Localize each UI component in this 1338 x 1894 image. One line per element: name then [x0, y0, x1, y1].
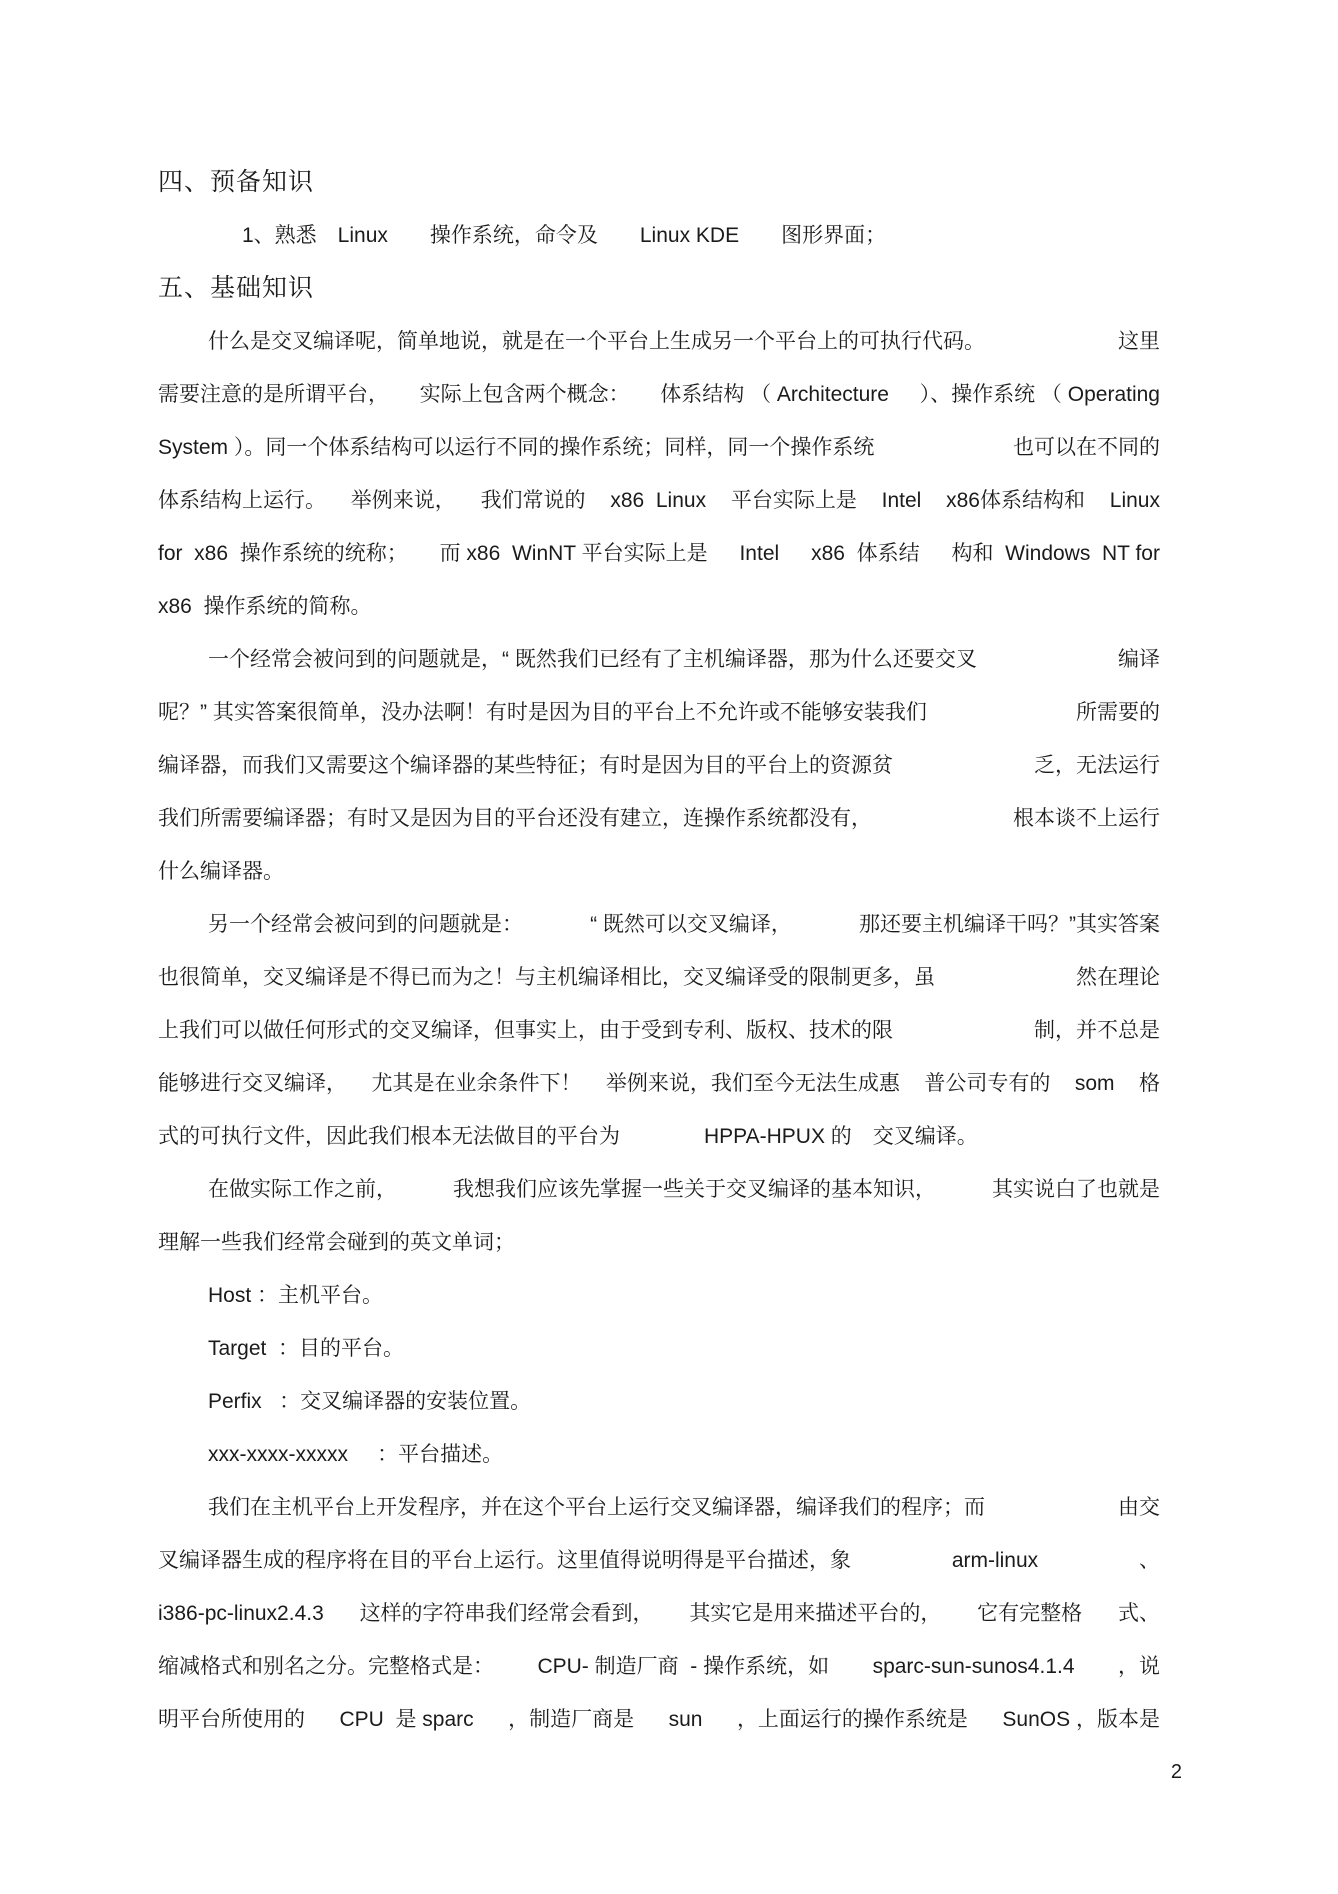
paragraph-line [158, 1216, 1160, 1269]
paragraph-line [158, 1322, 1160, 1375]
paragraph-line [158, 633, 1160, 686]
text-segment: 呢？” 其实答案很简单，没办法啊！有时是因为目的平台上不允许或不能够安装我们 [158, 701, 927, 724]
text-segment: Host ：主机平台。 [208, 1284, 384, 1307]
text-segment: 由交 [1118, 1496, 1160, 1519]
text-segment: 什么编译器。 [158, 860, 284, 883]
heading [158, 262, 1160, 315]
text-segment: 能够进行交叉编译， [158, 1072, 347, 1095]
paragraph-line [158, 527, 1160, 580]
text-segment: 也很简单，交叉编译是不得已而为之！与主机编译相比，交叉编译受的限制更多，虽 [158, 966, 935, 989]
text-segment: 理解一些我们经常会碰到的英文单词； [158, 1231, 515, 1254]
text-segment: 平台实际上是 [730, 489, 857, 512]
paragraph-line [158, 315, 1160, 368]
text-segment: 也可以在不同的 [1013, 436, 1160, 459]
text-segment: sun [668, 1708, 703, 1731]
paragraph-line [158, 1110, 1160, 1163]
text-segment: 一个经常会被问到的问题就是，“ 既然我们已经有了主机编译器，那为什么还要交叉 [208, 648, 977, 671]
paragraph-line [158, 368, 1160, 421]
text-segment: Perfix ：交叉编译器的安装位置。 [208, 1390, 532, 1413]
text-segment: 构和 Windows NT for [951, 542, 1160, 565]
paragraph-line [158, 1004, 1160, 1057]
text-segment: 上我们可以做任何形式的交叉编译，但事实上，由于受到专利、版权、技术的限 [158, 1019, 893, 1042]
paragraph-line [158, 1163, 1160, 1216]
text-segment: 式的可执行文件，因此我们根本无法做目的平台为 HPPA-HPUX 的 交叉编译。 [158, 1125, 978, 1148]
text-segment: for x86 操作系统的统称； [158, 542, 408, 565]
page-number: 2 [1170, 1761, 1182, 1783]
text-segment: 在做实际工作之前， [208, 1178, 397, 1201]
text-segment: 其实它是用来描述平台的， [689, 1602, 942, 1625]
text-segment: x86体系结构和 [946, 489, 1085, 512]
text-segment: som [1074, 1072, 1115, 1095]
paragraph-line [158, 792, 1160, 845]
text-segment: “ 既然可以交叉编译， [590, 913, 792, 936]
text-segment: 这样的字符串我们经常会看到， [359, 1602, 654, 1625]
paragraph-line [158, 686, 1160, 739]
text-segment: x86 体系结 [811, 542, 920, 565]
text-segment: 所需要的 [1076, 701, 1160, 724]
text-segment: ，制造厂商是 [508, 1708, 635, 1731]
text-segment: 我们在主机平台上开发程序，并在这个平台上运行交叉编译器，编译我们的程序；而 [208, 1496, 985, 1519]
text-segment: 其实说白了也就是 [992, 1178, 1160, 1201]
text-segment: 叉编译器生成的程序将在目的平台上运行。这里值得说明得是平台描述，象 [158, 1549, 851, 1572]
text-segment: 举例来说，我们至今无法生成惠 [605, 1072, 900, 1095]
text-segment: 体系结构 （ Architecture [660, 383, 889, 406]
text-segment: 尤其是在业余条件下！ [371, 1072, 582, 1095]
text-segment: 根本谈不上运行 [1013, 807, 1160, 830]
text-segment: 实际上包含两个概念： [419, 383, 630, 406]
paragraph-line [158, 1587, 1160, 1640]
paragraph-line [158, 845, 1160, 898]
text-segment: ，说 [1117, 1655, 1160, 1678]
paragraph-line [158, 474, 1160, 527]
paragraph-line [158, 1269, 1160, 1322]
text-segment: 、 [1138, 1549, 1160, 1572]
text-segment: Intel [881, 489, 922, 512]
paragraph-line [158, 1375, 1160, 1428]
text-segment: 另一个经常会被问到的问题就是： [208, 913, 523, 936]
text-segment: ，上面运行的操作系统是 [736, 1708, 968, 1731]
text-segment: 五、基础知识 [158, 274, 315, 302]
text-segment: 格 [1138, 1072, 1160, 1095]
text-segment: 普公司专有的 [924, 1072, 1051, 1095]
text-segment: sparc-sun-sunos4.1.4 [872, 1655, 1075, 1678]
text-segment: Linux [1109, 489, 1160, 512]
text-segment: 四、预备知识 [158, 168, 315, 196]
text-segment: 我们常说的 [480, 489, 586, 512]
page-number-line [180, 1746, 1182, 1799]
paragraph-line [158, 898, 1160, 951]
text-segment: CPU- 制造厂商 - 操作系统，如 [537, 1655, 830, 1678]
paragraph-line [158, 951, 1160, 1004]
text-segment: CPU 是 sparc [339, 1708, 474, 1731]
text-segment: 乏，无法运行 [1034, 754, 1160, 777]
heading [158, 156, 1160, 209]
text-segment: 举例来说， [350, 489, 456, 512]
paragraph-line [158, 739, 1160, 792]
text-segment: xxx-xxxx-xxxxx ：平台描述。 [208, 1443, 504, 1466]
paragraph-line [158, 1057, 1160, 1110]
text-segment: 然在理论 [1076, 966, 1160, 989]
text-segment: Intel [739, 542, 780, 565]
text-segment: i386-pc-linux2.4.3 [158, 1602, 324, 1625]
text-segment: SunOS ，版本是 [1002, 1708, 1160, 1731]
paragraph-line [158, 1481, 1160, 1534]
text-segment: 制，并不总是 [1034, 1019, 1160, 1042]
text-segment: 编译器，而我们又需要这个编译器的某些特征；有时是因为目的平台上的资源贫 [158, 754, 893, 777]
text-segment: 而 x86 WinNT 平台实际上是 [439, 542, 708, 565]
text-segment: arm-linux [951, 1549, 1039, 1572]
text-segment: 我想我们应该先掌握一些关于交叉编译的基本知识， [453, 1178, 936, 1201]
text-segment: 什么是交叉编译呢，简单地说，就是在一个平台上生成另一个平台上的可执行代码。 [208, 330, 985, 353]
paragraph-line [158, 1428, 1160, 1481]
text-segment: 编译 [1118, 648, 1160, 671]
text-segment: 缩减格式和别名之分。完整格式是： [158, 1655, 494, 1678]
text-segment: ）、操作系统 （ Operating [919, 383, 1160, 406]
paragraph-line [158, 421, 1160, 474]
text-segment: Target ：目的平台。 [208, 1337, 405, 1360]
text-segment: 明平台所使用的 [158, 1708, 305, 1731]
text-segment: 体系结构上运行。 [158, 489, 326, 512]
text-segment: 式、 [1117, 1602, 1160, 1625]
text-segment: 我们所需要编译器；有时又是因为目的平台还没有建立，连操作系统都没有， [158, 807, 872, 830]
text-segment: x86 操作系统的简称。 [158, 595, 372, 618]
text-segment: 它有完整格 [977, 1602, 1083, 1625]
text-segment: 这里 [1118, 330, 1160, 353]
text-segment: 1、熟悉 Linux 操作系统，命令及 Linux KDE 图形界面； [242, 224, 887, 247]
text-segment: 那还要主机编译干吗？”其实答案 [858, 913, 1160, 936]
paragraph-line [158, 1640, 1160, 1693]
text-segment: System ）。同一个体系结构可以运行不同的操作系统；同样，同一个操作系统 [158, 436, 875, 459]
text-segment: x86 Linux [610, 489, 707, 512]
paragraph-line [158, 1693, 1160, 1746]
paragraph-line [158, 1534, 1160, 1587]
document-body [158, 156, 1182, 1799]
text-segment: 需要注意的是所谓平台， [158, 383, 389, 406]
list-item [158, 209, 1160, 262]
paragraph-line [158, 580, 1160, 633]
